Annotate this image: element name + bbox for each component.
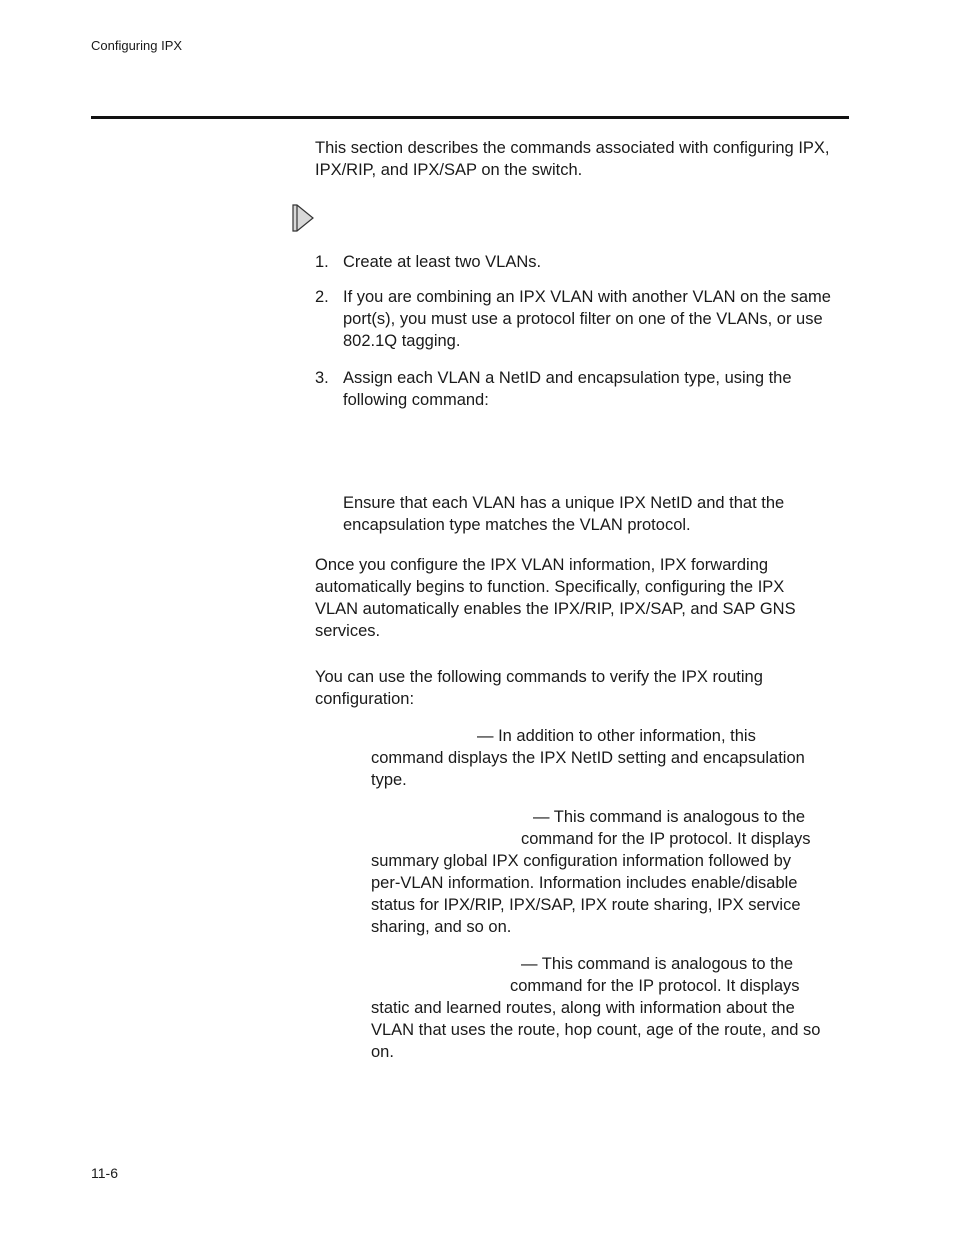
verify-item-3-line: static and learned routes, along with information about the <box>371 999 795 1017</box>
verify-item-3-line: on. <box>371 1043 394 1061</box>
forwarding-paragraph: Once you configure the IPX VLAN information, IPX forwarding automatically begins to function. Specifically, configuring the IPX VLAN automatically enables the IPX/RIP, IPX/SAP, and SAP GNS services. <box>315 556 796 640</box>
step-text: Assign each VLAN a NetID and encapsulation type, using the following command: <box>343 369 792 409</box>
step-number: 1. <box>315 253 329 271</box>
intro-paragraph: This section describes the commands associated with configuring IPX, IPX/RIP, and IPX/SAP on the switch. <box>315 139 830 179</box>
verify-item-2-line: per-VLAN information. Information includes enable/disable <box>371 874 798 892</box>
step-text: Create at least two VLANs. <box>343 253 542 271</box>
verify-item-2-line: command for the IP protocol. It displays <box>521 830 811 848</box>
verify-item-3-line: command for the IP protocol. It displays <box>510 977 800 995</box>
verify-item-2-line: sharing, and so on. <box>371 918 512 936</box>
verify-item-3-line: VLAN that uses the route, hop count, age of the route, and so <box>371 1021 821 1039</box>
step-text: If you are combining an IPX VLAN with another VLAN on the same port(s), you must use a protocol filter on one of the VLANs, or use 802.1Q tagging. <box>343 288 831 350</box>
verify-item-2-line: summary global IPX configuration information followed by <box>371 852 792 870</box>
running-header: Configuring IPX <box>91 38 183 53</box>
verify-item-2-line: — This command is analogous to the <box>533 808 806 826</box>
page-number: 11-6 <box>91 1165 118 1181</box>
step3-note: Ensure that each VLAN has a unique IPX NetID and that the encapsulation type matches the VLAN protocol. <box>343 494 785 534</box>
verify-item-1-line: command displays the IPX NetID setting and encapsulation <box>371 749 805 767</box>
step-number: 3. <box>315 369 329 387</box>
step-number: 2. <box>315 288 329 306</box>
procedure-arrow-icon <box>291 203 315 233</box>
verify-item-1-line: type. <box>371 771 407 789</box>
section-rule <box>91 116 849 119</box>
verify-item-2-line: status for IPX/RIP, IPX/SAP, IPX route sharing, IPX service <box>371 896 801 914</box>
verify-intro: You can use the following commands to verify the IPX routing configuration: <box>315 668 763 708</box>
verify-item-1-line: — In addition to other information, this <box>477 727 756 745</box>
verify-item-3-line: — This command is analogous to the <box>521 955 794 973</box>
